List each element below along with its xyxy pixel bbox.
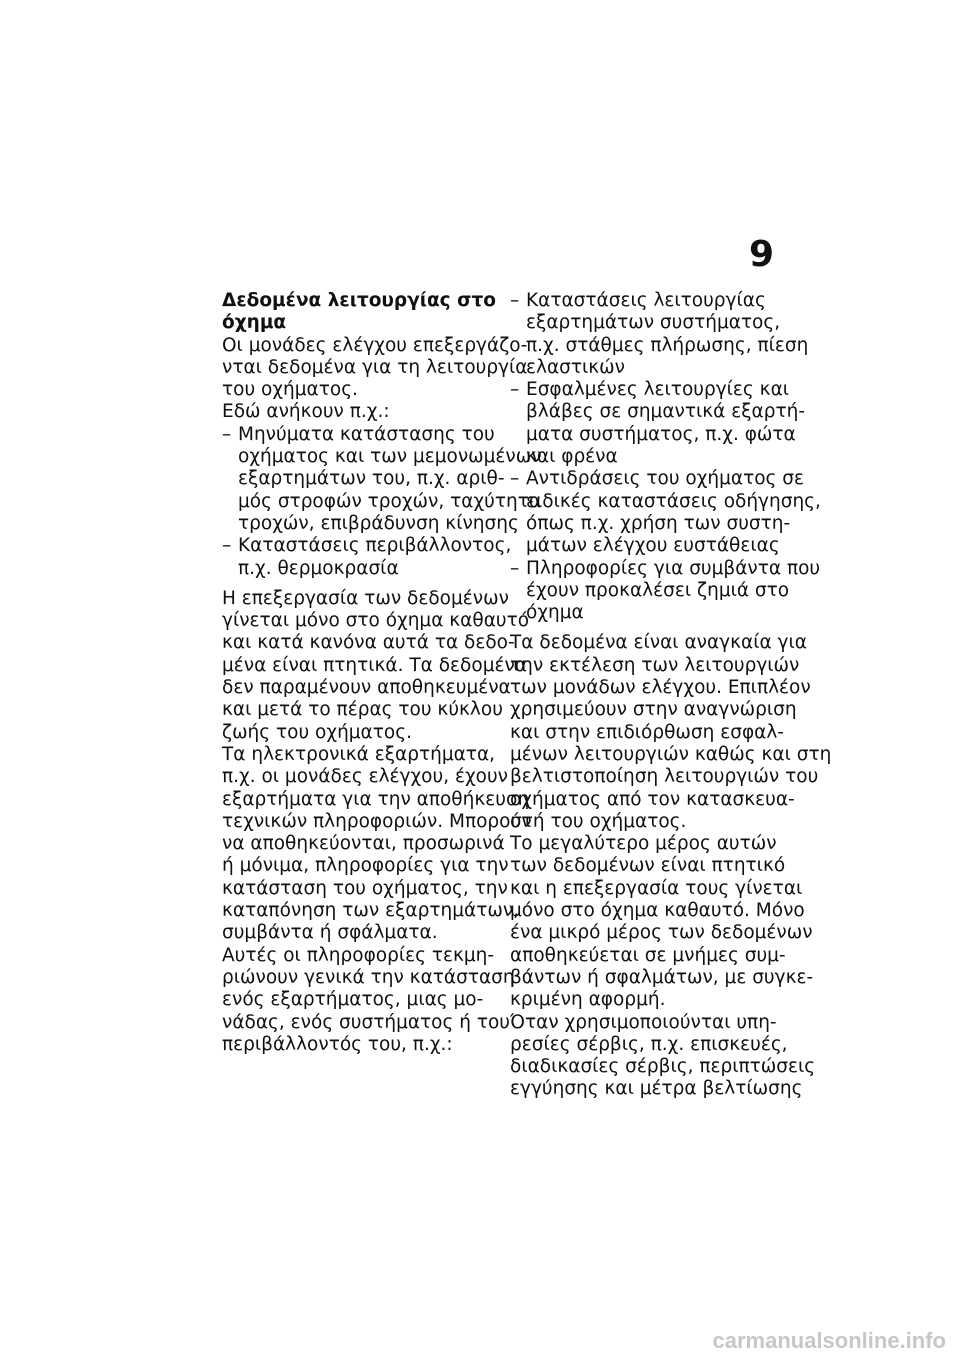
body-text-line bbox=[222, 989, 494, 1011]
line-text: βλάβες σε σημαντικά εξαρτή- bbox=[526, 401, 806, 423]
line-text: ένα μικρό μέρος των δεδομένων bbox=[510, 922, 813, 944]
body-text-line bbox=[510, 833, 782, 855]
bullet-item-line bbox=[510, 468, 805, 490]
body-text-line bbox=[510, 922, 813, 944]
bullet-continuation-line bbox=[222, 468, 505, 490]
line-text: ειδικές καταστάσεις οδήγησης, bbox=[526, 490, 821, 512]
line-text: μένα είναι πτητικά. Τα δεδομένα bbox=[222, 654, 527, 676]
body-text-line bbox=[222, 699, 503, 721]
body-text-line bbox=[222, 632, 515, 654]
line-text: ματα συστήματος, π.χ. φώτα bbox=[526, 423, 796, 445]
line-text: ή μόνιμα, πληροφορίες για την bbox=[222, 855, 509, 877]
right-column bbox=[510, 290, 832, 1101]
bullet-continuation-line bbox=[222, 446, 542, 468]
body-text-line bbox=[222, 1034, 494, 1056]
bullet-dash: – bbox=[222, 535, 232, 557]
left-column bbox=[222, 290, 542, 1056]
body-text-line bbox=[510, 677, 811, 699]
body-text-line bbox=[510, 743, 832, 766]
line-text: του οχήματος. bbox=[222, 379, 358, 401]
line-text: καταπόνηση των εξαρτημάτων, bbox=[222, 900, 520, 922]
line-text: και φρένα bbox=[526, 446, 618, 468]
body-text-line bbox=[222, 677, 511, 699]
body-text-line bbox=[222, 356, 528, 379]
bullet-item-line bbox=[222, 424, 494, 446]
body-text-line bbox=[222, 587, 509, 610]
bullet-continuation-line bbox=[222, 490, 542, 513]
line-text: βελτιστοποίηση λειτουργιών του bbox=[510, 766, 819, 788]
line-text: δεν παραμένουν αποθηκευμένα bbox=[222, 677, 511, 699]
section-heading-line bbox=[222, 312, 494, 334]
line-text: έχουν προκαλέσει ζημιά στο bbox=[526, 579, 790, 601]
body-text-line bbox=[222, 1011, 510, 1034]
line-text: Τα ηλεκτρονικά εξαρτήματα, bbox=[222, 743, 496, 765]
line-text: π.χ. οι μονάδες ελέγχου, έχουν bbox=[222, 766, 509, 788]
watermark: carmanualsonline.info bbox=[712, 1328, 946, 1353]
bullet-dash: – bbox=[510, 468, 520, 490]
line-text: Η επεξεργασία των δεδομένων bbox=[222, 587, 509, 609]
body-text-line bbox=[222, 654, 527, 677]
bullet-continuation-line bbox=[510, 334, 809, 357]
body-text-line bbox=[222, 722, 494, 744]
line-text: όπως π.χ. χρήση των συστη- bbox=[526, 512, 791, 534]
bullet-continuation-line bbox=[510, 535, 782, 557]
line-text: συμβάντα ή σφάλματα. bbox=[222, 922, 438, 944]
body-text-line bbox=[510, 654, 800, 677]
section-heading-line bbox=[222, 290, 497, 312]
body-text-line bbox=[222, 788, 530, 811]
line-text: Μηνύματα κατάστασης του bbox=[238, 423, 495, 445]
bullet-continuation-line bbox=[510, 490, 821, 513]
bullet-continuation-line bbox=[510, 446, 782, 468]
body-text-line bbox=[510, 632, 807, 654]
body-text-line bbox=[510, 966, 814, 989]
line-text: εξαρτημάτων του, π.χ. αριθ- bbox=[238, 468, 505, 490]
line-text: τεχνικών πληροφοριών. Μπορούν bbox=[222, 810, 532, 832]
body-text-line bbox=[510, 811, 782, 833]
body-text-line bbox=[222, 379, 494, 401]
bullet-continuation-line bbox=[510, 312, 782, 334]
body-text-line bbox=[510, 900, 805, 922]
line-text: Τα δεδομένα είναι αναγκαία για bbox=[510, 632, 807, 654]
body-text-line bbox=[510, 1033, 788, 1056]
line-text: και κατά κανόνα αυτά τα δεδο- bbox=[222, 632, 515, 654]
line-text: οχήματος και των μεμονωμένων bbox=[238, 446, 542, 468]
body-text-line bbox=[222, 401, 494, 423]
line-text: Καταστάσεις περιβάλλοντος, bbox=[238, 535, 512, 557]
line-text: και στην επιδιόρθωση εσφαλ- bbox=[510, 721, 784, 743]
bullet-continuation-line bbox=[510, 401, 806, 423]
body-text-line bbox=[222, 855, 509, 877]
body-text-line bbox=[222, 744, 494, 766]
bullet-continuation-line bbox=[510, 602, 782, 624]
line-text: όχημα bbox=[526, 602, 584, 624]
line-text: Πληροφορίες για συμβάντα που bbox=[526, 557, 821, 579]
line-text: Δεδομένα λειτουργίας στο bbox=[222, 290, 497, 311]
line-text: ρεσίες σέρβις, π.χ. επισκευές, bbox=[510, 1033, 788, 1055]
body-text-line bbox=[222, 966, 515, 989]
line-text: νται δεδομένα για τη λειτουργία bbox=[222, 356, 528, 378]
line-text: εγγύησης και μέτρα βελτίωσης bbox=[510, 1078, 803, 1100]
line-text: αποθηκεύεται σε μνήμες συμ- bbox=[510, 944, 786, 966]
line-text: ελαστικών bbox=[526, 356, 625, 378]
line-text: μός στροφών τροχών, ταχύτητα bbox=[238, 490, 542, 512]
line-text: Αυτές οι πληροφορίες τεκμη- bbox=[222, 944, 495, 966]
line-text: Καταστάσεις λειτουργίας bbox=[526, 290, 766, 311]
bullet-dash: – bbox=[510, 290, 520, 311]
line-text: στή του οχήματος. bbox=[510, 810, 687, 832]
line-text: π.χ. στάθμες πλήρωσης, πίεση bbox=[526, 334, 809, 356]
line-text: γίνεται μόνο στο όχημα καθαυτό bbox=[222, 610, 530, 632]
line-text: κριμένη αφορμή. bbox=[510, 989, 666, 1011]
line-text: ριώνουν γενικά την κατάσταση bbox=[222, 966, 515, 988]
line-text: Εδώ ανήκουν π.χ.: bbox=[222, 401, 390, 423]
body-text-line bbox=[510, 855, 786, 877]
body-text-line bbox=[222, 900, 520, 922]
body-text-line bbox=[510, 722, 782, 744]
bullet-dash: – bbox=[510, 379, 520, 401]
line-text: μένων λειτουργιών καθώς και στη bbox=[510, 743, 832, 765]
line-text: Εσφαλμένες λειτουργίες και bbox=[526, 379, 790, 401]
body-text-line bbox=[510, 1078, 803, 1100]
bullet-continuation-line bbox=[510, 357, 782, 379]
body-text-line bbox=[222, 610, 530, 632]
body-text-line bbox=[510, 788, 795, 811]
line-text: Όταν χρησιμοποιούνται υπη- bbox=[510, 1011, 777, 1033]
line-text: και η επεξεργασία τους γίνεται bbox=[510, 877, 803, 899]
line-text: π.χ. θερμοκρασία bbox=[238, 557, 399, 579]
line-text: χρησιμεύουν στην αναγνώριση bbox=[510, 699, 797, 721]
line-text: νάδας, ενός συστήματος ή του bbox=[222, 1011, 510, 1033]
bullet-item-line bbox=[510, 290, 782, 312]
line-text: των μονάδων ελέγχου. Επιπλέον bbox=[510, 677, 811, 699]
line-text: ζωής του οχήματος. bbox=[222, 721, 412, 743]
body-text-line bbox=[510, 877, 803, 900]
line-text: όχημα bbox=[222, 312, 287, 334]
line-text: τροχών, επιβράδυνση κίνησης bbox=[238, 512, 519, 534]
paragraph-gap bbox=[510, 624, 782, 632]
body-text-line bbox=[222, 833, 505, 855]
line-text: των δεδομένων είναι πτητικό bbox=[510, 855, 786, 877]
page-number: 9 bbox=[748, 234, 774, 275]
bullet-continuation-line bbox=[222, 512, 519, 535]
bullet-dash: – bbox=[222, 423, 232, 445]
bullet-continuation-line bbox=[510, 512, 791, 535]
line-text: εξαρτημάτων συστήματος, bbox=[526, 312, 781, 334]
bullet-item-line bbox=[510, 379, 790, 401]
body-text-line bbox=[222, 922, 494, 944]
body-text-line bbox=[510, 944, 786, 967]
body-text-line bbox=[222, 945, 494, 967]
line-text: να αποθηκεύονται, προσωρινά bbox=[222, 833, 505, 855]
line-text: Οι μονάδες ελέγχου επεξεργάζο- bbox=[222, 334, 528, 356]
line-text: μόνο στο όχημα καθαυτό. Μόνο bbox=[510, 900, 805, 922]
body-text-line bbox=[510, 766, 819, 788]
body-text-line bbox=[510, 1056, 816, 1078]
body-text-line bbox=[222, 766, 509, 788]
line-text: εξαρτήματα για την αποθήκευση bbox=[222, 788, 530, 810]
line-text: οχήματος από τον κατασκευα- bbox=[510, 788, 795, 810]
line-text: Το μεγαλύτερο μέρος αυτών bbox=[510, 833, 777, 855]
bullet-dash: – bbox=[510, 557, 520, 579]
line-text: περιβάλλοντός του, π.χ.: bbox=[222, 1033, 453, 1055]
body-text-line bbox=[222, 877, 508, 900]
body-text-line bbox=[222, 334, 528, 357]
bullet-item-line bbox=[510, 557, 821, 580]
bullet-item-line bbox=[222, 535, 512, 557]
line-text: διαδικασίες σέρβις, περιπτώσεις bbox=[510, 1056, 816, 1078]
bullet-continuation-line bbox=[510, 579, 790, 602]
line-text: Αντιδράσεις του οχήματος σε bbox=[526, 468, 805, 490]
line-text: κατάσταση του οχήματος, την bbox=[222, 877, 508, 899]
bullet-continuation-line bbox=[222, 558, 494, 580]
line-text: βάντων ή σφαλμάτων, με συγκε- bbox=[510, 966, 814, 988]
line-text: ενός εξαρτήματος, μιας μο- bbox=[222, 989, 484, 1011]
paragraph-gap bbox=[222, 580, 494, 588]
body-text-line bbox=[222, 810, 532, 833]
body-text-line bbox=[510, 1012, 782, 1034]
bullet-continuation-line bbox=[510, 423, 796, 446]
line-text: και μετά το πέρας του κύκλου bbox=[222, 699, 503, 721]
body-text-line bbox=[510, 699, 797, 721]
line-text: μάτων ελέγχου ευστάθειας bbox=[526, 535, 780, 557]
line-text: την εκτέλεση των λειτουργιών bbox=[510, 654, 800, 676]
body-text-line bbox=[510, 989, 782, 1011]
